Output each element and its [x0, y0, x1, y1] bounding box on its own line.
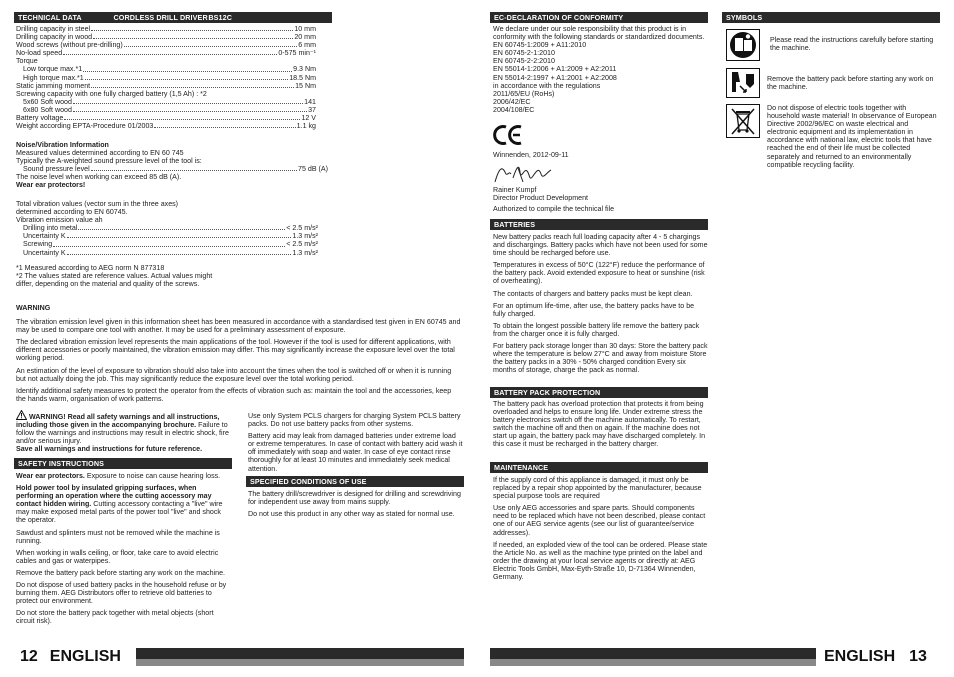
footnotes: [16, 264, 221, 288]
noise-section: [16, 141, 328, 190]
spec-value: 37: [308, 105, 316, 114]
right-footer-bar: [490, 648, 816, 659]
spl-label: Sound pressure level: [23, 165, 90, 174]
spec-row: [16, 106, 316, 114]
safety-para-3: Sawdust and splinters must not be removed while the machine is running.: [16, 528, 220, 545]
battery-protection-text: The battery pack has overload protection that protects it from being overloaded and helps to ensure long life. Under extreme stress the battery electronics switch off the machine automatically. To restart, switch the machine off and then on again. If the machine does not start up again, the battery pack may have discharged completely. In this case it must be recharged in the battery charger.: [493, 400, 706, 449]
vibration-row: [16, 232, 318, 240]
ec-line-8: 2011/65/EU (RoHs): [493, 89, 555, 98]
spec-value: 141: [304, 97, 316, 106]
warning2-bold: WARNING! Read all safety warnings and all instructions, including those given in the accompanying brochure.: [16, 413, 220, 430]
ear-protectors-note: Wear ear protectors!: [16, 181, 86, 190]
spec-value: 6 mm: [298, 41, 316, 50]
footer-lang-left: ENGLISH: [49, 648, 121, 665]
vibration-label: Uncertainty K: [23, 232, 66, 241]
maintenance-para-3: If needed, an exploded view of the tool can be ordered. Please state the Article No. as well as the machine type printed on the label and order the drawing at your local service agents or directly at: AEG Electric Tools GmbH, Max-Eyth-Straße 10, D-71364 Winnenden, Germany.: [493, 540, 708, 582]
vibration-line-2: determined according to EN 60745.: [16, 208, 128, 217]
spec-value: 12 V: [301, 114, 316, 123]
ce-mark-icon: [492, 124, 524, 151]
warning-section: [16, 304, 463, 407]
safety-para-7: Do not store the battery pack together with metal objects (short circuit risk).: [16, 609, 214, 626]
spec-value: 0-575 min⁻¹: [278, 49, 316, 58]
safety-para-5: Remove the battery pack before starting any work on the machine.: [16, 568, 225, 577]
signatory-role: Director Product Development: [493, 194, 589, 203]
spec-label: No-load speed: [16, 49, 63, 58]
vibration-line-1: Total vibration values (vector sum in the three axes): [16, 200, 179, 208]
warning-para-4: Identify additional safety measures to protect the operator from the effects of vibration such as: maintain the tool and the accessories, keep the hands warm, organisation of work patterns.: [16, 386, 452, 403]
safety-para-6: Do not dispose of used battery packs in the household refuse or by burning them. AEG Distributors offer to retrieve old batteries to protect our environment.: [16, 581, 227, 606]
vibration-label: Drilling into metal: [23, 224, 78, 233]
spec-row: [16, 49, 316, 57]
vibration-label: Screwing: [23, 240, 53, 249]
spec-label: Low torque max.*1: [23, 65, 83, 74]
spec-value: 15 Nm: [295, 81, 316, 90]
warning-title: WARNING: [16, 304, 51, 312]
symbol-text-2: Remove the battery pack before starting any work on the machine.: [767, 75, 934, 92]
spec-label: Screwing capacity with one fully charged battery (1,5 Ah) : *2: [16, 89, 207, 98]
batteries-para-2: Temperatures in excess of 50°C (122°F) reduce the performance of the battery pack. Avoid extended exposure to heat or sunshine (risk of overheating).: [493, 261, 705, 286]
maintenance-header: MAINTENANCE: [490, 462, 708, 473]
spec-value: 18.5 Nm: [289, 73, 316, 82]
technical-data-header: [14, 12, 232, 23]
vibration-value: 1.3 m/s²: [292, 248, 318, 257]
left-footer-bar-grey: [136, 659, 464, 666]
noise-line-1: Measured values determined according to EN 60 745: [16, 149, 184, 158]
spec-label: 5x60 Soft wood: [23, 97, 72, 106]
safety-para-2: Hold power tool by insulated gripping surfaces, when performing an operation where the cutting accessory may contact hidden wiring. Cutting accessory contacting a "live" wire may make exposed metal parts of the power tool "live" and shock the operator.: [16, 484, 223, 525]
model-name: BS12C: [208, 13, 232, 22]
ec-line-4: EN 60745-2-2:2010: [493, 57, 555, 66]
batteries-para-6: For battery pack storage longer than 30 days: Store the battery pack where the temperature is below 27°C and away from moisture Store the battery packs in a 30% - 50% charged condition Every six months of storage, charge the pack as normal.: [493, 342, 708, 375]
spec-label: Battery voltage: [16, 114, 64, 123]
warning-para-3: An estimation of the level of exposure to vibration should also take into account the times when the tool is switched off or when it is running but not actually doing the job. This may significantly reduce the exposure level over the total working period.: [16, 366, 452, 383]
vibration-row: [16, 224, 318, 232]
ec-line-6: EN 55014-2:1997 + A1:2001 + A2:2008: [493, 73, 617, 82]
batteries-para-5: To obtain the longest possible battery life remove the battery pack from the charger once it is fully charged.: [493, 321, 700, 338]
ec-date: Winnenden, 2012-09-11: [493, 151, 569, 159]
noise-line-2: Typically the A-weighted sound pressure level of the tool is:: [16, 157, 202, 166]
spec-value: 20 mm: [294, 33, 316, 42]
safety-section: [16, 472, 232, 630]
spec-row: [16, 98, 316, 106]
symbols-header: SYMBOLS: [722, 12, 940, 23]
spec-label: Weight according EPTA-Procedure 01/2003: [16, 122, 154, 131]
product-name: CORDLESS DRILL DRIVER: [113, 13, 208, 22]
spec-row: [16, 74, 316, 82]
batteries-section: [493, 233, 708, 378]
left-footer: [20, 648, 121, 666]
specified-para-1: The battery drill/screwdriver is designed for drilling and screwdriving for independent use away from mains supply.: [248, 490, 461, 507]
spec-label: Drilling capacity in wood: [16, 33, 93, 42]
batteries-para-4: For an optimum life-time, after use, the battery packs have to be fully charged.: [493, 301, 695, 318]
specified-section: [248, 490, 464, 522]
ec-line-7: in accordance with the regulations: [493, 81, 601, 90]
batteries-header: BATTERIES: [490, 219, 708, 230]
ec-line-5: EN 55014-1:2006 + A1:2009 + A2:2011: [493, 65, 617, 74]
spl-row: [16, 165, 328, 173]
warning-para-2: The declared vibration emission level represents the main applications of the tool. However if the tool is used for different applications, with different accessories or poorly maintained, the vibration emission may differ. This may significantly increase the exposure level over the total working period.: [16, 338, 455, 363]
spec-row: [16, 25, 316, 33]
technical-data-header-ext: [232, 12, 332, 23]
maintenance-para-1: If the supply cord of this appliance is damaged, it must only be replaced by a repair shop appointed by the manufacturer, because special purpose tools are required: [493, 476, 702, 501]
specs-table: [16, 25, 316, 130]
warning-triangle-icon: [16, 410, 27, 420]
vibration-label: Uncertainty K: [23, 248, 66, 257]
spec-label: Static jamming moment: [16, 81, 91, 90]
vibration-section: [16, 200, 318, 257]
battery-protection-header: BATTERY PACK PROTECTION: [490, 387, 708, 398]
spec-row: [16, 57, 316, 65]
symbol-text-3: Do not dispose of electric tools together with household waste material! In observance of European Directive 2002/96/EC on waste electrical and electronic equipment and its implementation in accordance with national law, electric tools that have reached the end of their life must be collected separately and returned to an environmentally compatible recycling facility.: [767, 104, 937, 169]
read-manual-icon: [726, 29, 760, 59]
page-number-left: 12: [20, 648, 38, 665]
chargers-para-1: Use only System PCLS chargers for charging System PCLS battery packs. Do not use battery packs from other systems.: [248, 412, 461, 429]
vibration-line-3: Vibration emission value ah: [16, 216, 103, 225]
ec-line-9: 2006/42/EC: [493, 97, 531, 106]
warning2-text: Failure to follow the warnings and instructions may result in electric shock, fire and/or serious injury.: [16, 421, 229, 446]
spec-label: Drilling capacity in steel: [16, 25, 91, 33]
vibration-value: 1.3 m/s²: [292, 232, 318, 241]
batteries-para-1: New battery packs reach full loading capacity after 4 - 5 chargings and dischargings. Battery packs which have not been used for some time should be recharged before use.: [493, 233, 708, 258]
spec-label: Wood screws (without pre-drilling): [16, 41, 123, 50]
safety-para-1: Wear ear protectors. Exposure to noise can cause hearing loss.: [16, 472, 221, 480]
signatory-name: Rainer Kumpf: [493, 186, 537, 194]
vibration-value: < 2.5 m/s²: [286, 224, 318, 233]
ec-line-1: We declare under our sole responsibility that this product is in conformity with the following standards or standardized documents.: [493, 25, 705, 42]
ec-line-10: 2004/108/EC: [493, 105, 535, 114]
warning2-block: [16, 410, 234, 453]
noise-line-3: The noise level when working can exceed 85 dB (A).: [16, 173, 182, 182]
chargers-para-2: Battery acid may leak from damaged batteries under extreme load or extreme temperatures. In case of contact with battery acid wash it off immediately with soap and water. In case of eye contact rinse thoroughly for at least 10 minutes and immediately seek medical attention.: [248, 432, 463, 473]
left-footer-bar: [136, 648, 464, 659]
maintenance-section: [493, 476, 708, 585]
safety-instructions-header: SAFETY INSTRUCTIONS: [14, 458, 232, 469]
technical-data-title: TECHNICAL DATA: [18, 13, 82, 22]
ec-line-3: EN 60745-2-1:2010: [493, 49, 555, 58]
chargers-section: [248, 412, 464, 477]
maintenance-para-2: Use only AEG accessories and spare parts. Should components need to be replaced which have not been described, please contact one of our AEG service agents (see our list of guarantee/service addresses).: [493, 504, 706, 537]
footnote-2: *2 The values stated are reference values. Actual values might differ, depending on the material and quality of the screws.: [16, 272, 213, 289]
batteries-para-3: The contacts of chargers and battery packs must be kept clean.: [493, 289, 693, 298]
vibration-value: < 2.5 m/s²: [286, 240, 318, 249]
symbol-text-1: Please read the instructions carefully before starting the machine.: [770, 36, 934, 53]
spec-value: 1.1 kg: [296, 122, 316, 131]
vibration-row: [16, 249, 318, 257]
spec-row: [16, 90, 316, 98]
spec-label: 6x80 Soft wood: [23, 105, 72, 114]
specified-para-2: Do not use this product in any other way as stated for normal use.: [248, 510, 455, 519]
warning2-save: Save all warnings and instructions for future reference.: [16, 445, 203, 454]
spec-row: [16, 82, 316, 90]
spec-row: [16, 114, 316, 122]
right-footer-bar-grey: [490, 659, 816, 666]
ec-line-2: EN 60745-1:2009 + A11:2010: [493, 41, 587, 50]
specified-conditions-header: SPECIFIED CONDITIONS OF USE: [246, 476, 464, 487]
noise-title: Noise/Vibration Information: [16, 141, 109, 149]
footnote-1: *1 Measured according to AEG norm N 877318: [16, 264, 165, 272]
spec-row: [16, 122, 316, 130]
footer-lang-right: ENGLISH: [824, 648, 896, 665]
remove-battery-icon: [726, 68, 760, 98]
ec-signatory: [493, 186, 614, 213]
warning-para-1: The vibration emission level given in this information sheet has been measured in accordance with a standardised test given in EN 60745 and may be used to compare one tool with another. It may be used for a preliminary assessment of exposure.: [16, 318, 461, 335]
vibration-rows: [16, 224, 318, 256]
spec-value: 10 mm: [294, 25, 316, 33]
spec-row: [16, 41, 316, 49]
spec-label: High torque max.*1: [23, 73, 84, 82]
spl-value: 75 dB (A): [298, 165, 328, 174]
safety-para-4: When working in walls ceiling, or floor, take care to avoid electric cables and gas or waterpipes.: [16, 548, 219, 565]
spec-row: [16, 65, 316, 73]
weee-bin-icon: [726, 104, 760, 134]
right-footer: [824, 648, 927, 666]
vibration-row: [16, 240, 318, 248]
spec-row: [16, 33, 316, 41]
ec-declaration-header: EC-DECLARATION OF CONFORMITY: [490, 12, 708, 23]
page-number-right: 13: [909, 648, 927, 665]
signatory-auth: Authorized to compile the technical file: [493, 205, 615, 214]
spec-value: 9.3 Nm: [293, 65, 316, 74]
spec-label: Torque: [16, 57, 38, 66]
ec-declaration-section: [493, 25, 708, 114]
